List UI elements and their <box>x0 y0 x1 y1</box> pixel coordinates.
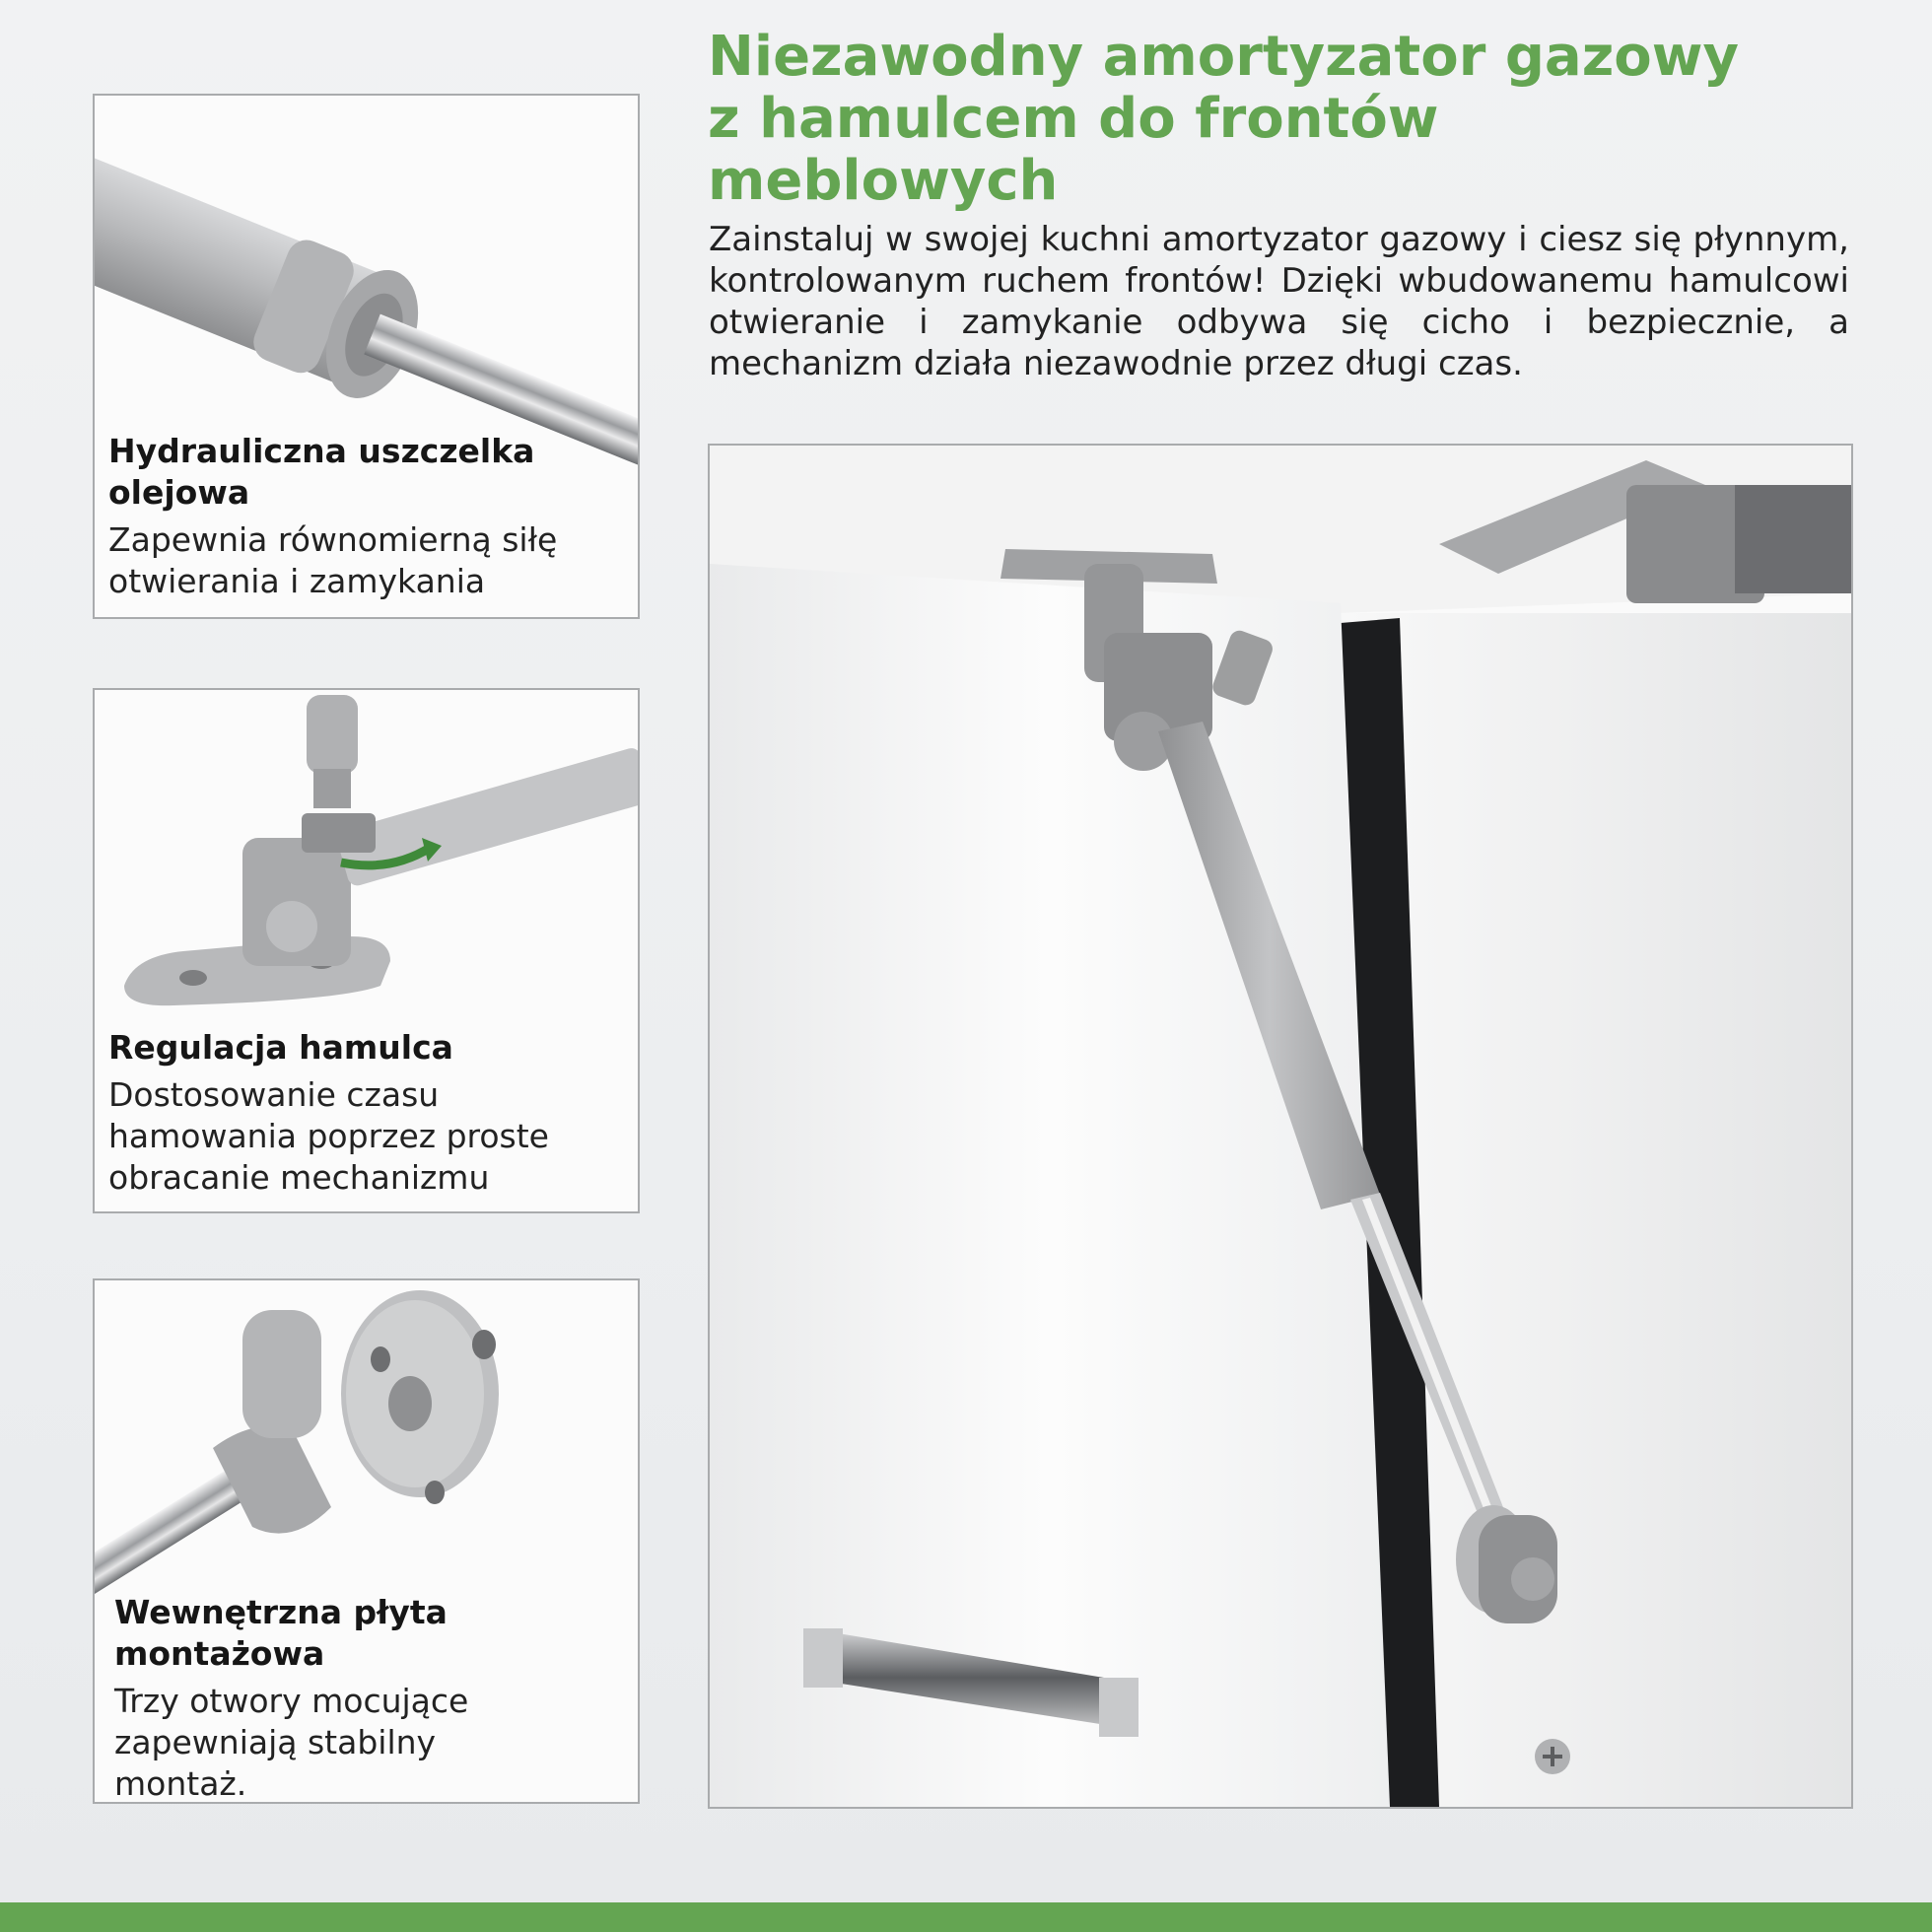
title-line-1: Niezawodny amortyzator gazowy <box>708 25 1740 89</box>
title-line-2: z hamulcem do frontów <box>708 87 1439 151</box>
feature-card-mounting-plate <box>93 1278 640 1804</box>
feature-title-mounting-plate: Wewnętrzna płyta montażowa <box>114 1593 448 1673</box>
bottom-accent-bar <box>0 1902 1932 1932</box>
feature-desc-brake-adjustment: Dostosowanie czasu hamowania poprzez proste obracanie mechanizmu <box>108 1075 549 1197</box>
page-title <box>708 26 1871 212</box>
feature-title-oil-seal: Hydrauliczna uszczelka olejowa <box>108 432 535 512</box>
title-line-3: meblowych <box>708 149 1059 213</box>
feature-desc-mounting-plate: Trzy otwory mocujące zapewniają stabilny montaż. <box>114 1682 469 1803</box>
intro-paragraph: Zainstaluj w swojej kuchni amortyzator gazowy i ciesz się płynnym, kontrolowanym ruchem frontów! Dzięki wbudowanemu hamulcowi otwieranie i zamykanie odbywa się cicho i bezpiecznie, a mechanizm działa niezawodnie przez długi czas. <box>709 220 1849 383</box>
feature-card-oil-seal <box>93 94 640 619</box>
gas-strut-in-cabinet-image <box>710 446 1851 1807</box>
cabinet-installation-photo <box>708 444 1853 1809</box>
feature-card-brake-adjustment <box>93 688 640 1213</box>
feature-title-brake-adjustment: Regulacja hamulca <box>108 1028 453 1067</box>
feature-desc-oil-seal: Zapewnia równomierną siłę otwierania i zamykania <box>108 520 558 600</box>
